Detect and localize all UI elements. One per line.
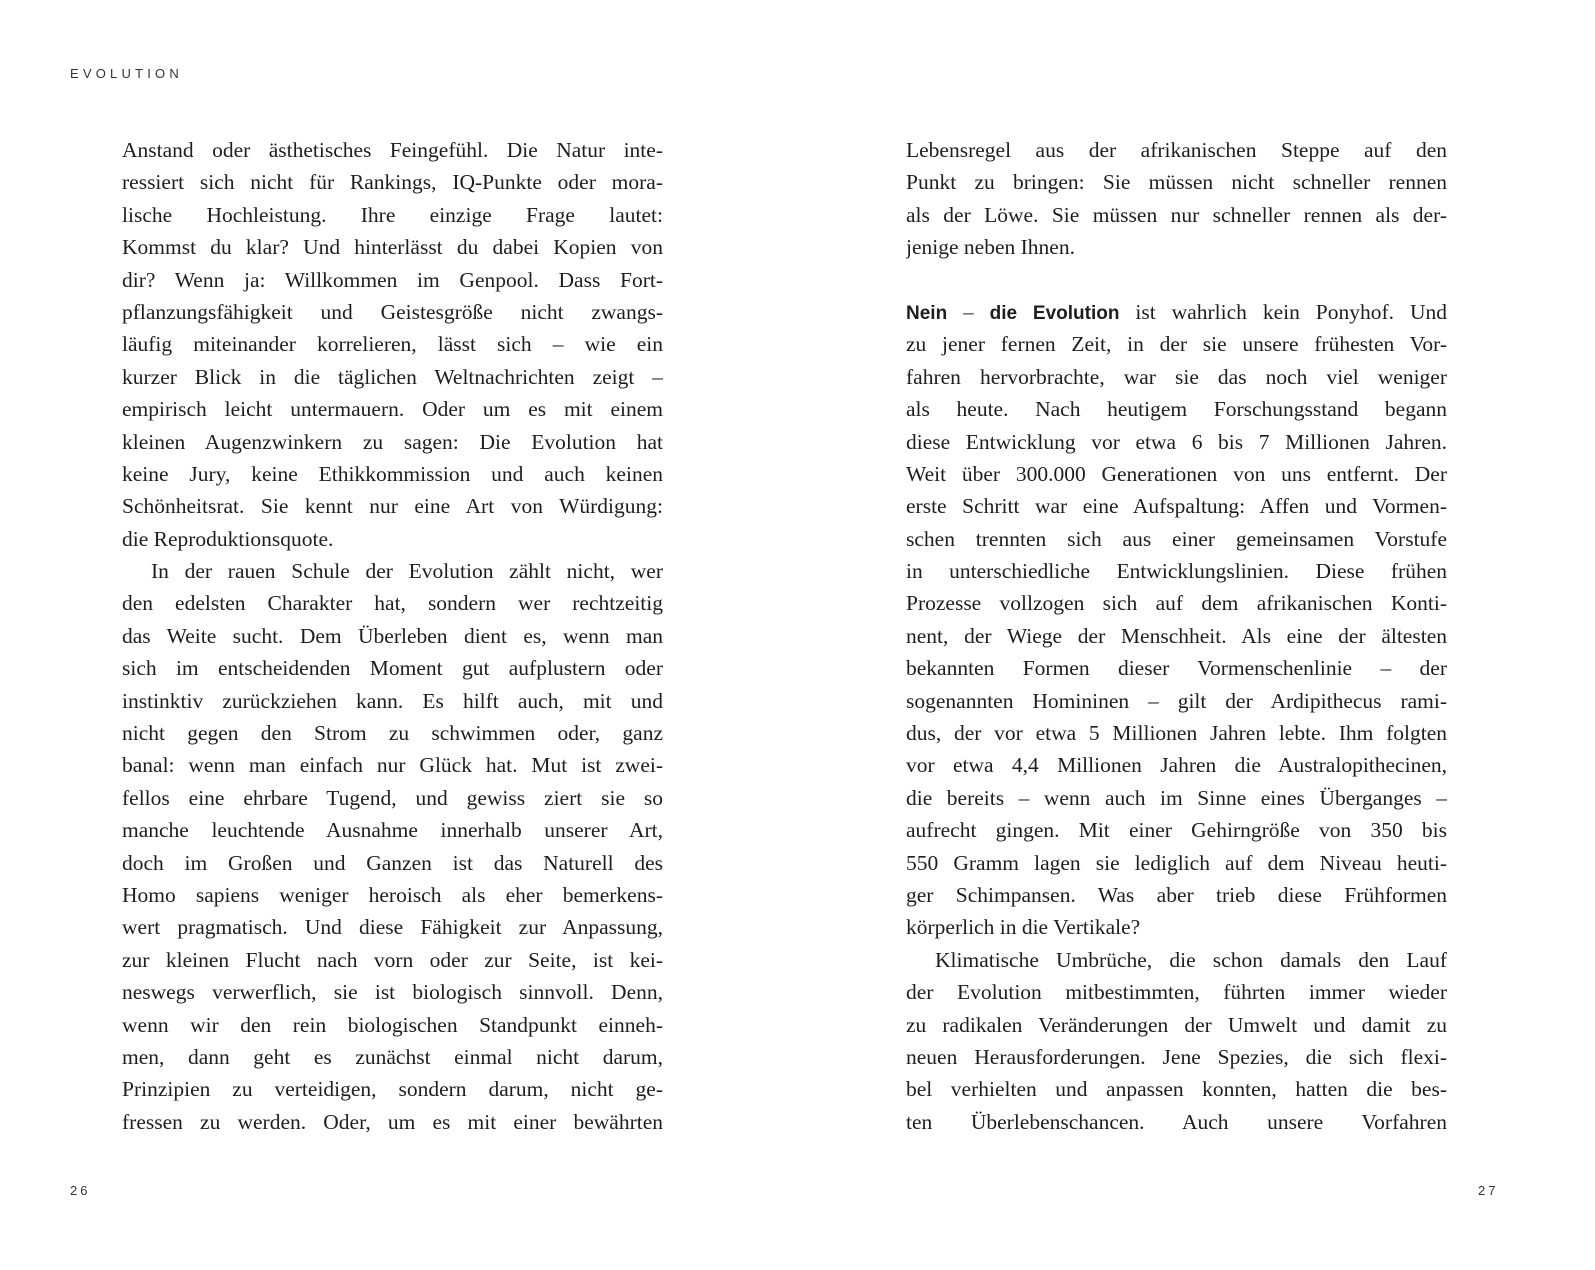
text-line: Prozesse vollzogen sich auf dem afrikanischen Konti- — [906, 591, 1447, 616]
text-line: In der rauen Schule der Evolution zählt nicht, wer — [151, 559, 663, 584]
text-line: als der Löwe. Sie müssen nur schneller rennen als der- — [906, 202, 1447, 227]
text-line: als heute. Nach heutigem Forschungsstand begann — [906, 397, 1447, 422]
text-line: doch im Großen und Ganzen ist das Naturell des — [122, 850, 663, 875]
text-line: kleinen Augenzwinkern zu sagen: Die Evolution hat — [122, 429, 663, 454]
text-line: bel verhielten und anpassen konnten, hatten die bes- — [906, 1077, 1447, 1102]
text-line: zur kleinen Flucht nach vorn oder zur Seite, ist kei- — [122, 947, 663, 972]
text-line: nicht gegen den Strom zu schwimmen oder, ganz — [122, 721, 663, 746]
text-line: neuen Herausforderungen. Jene Spezies, die sich flexi- — [906, 1044, 1447, 1069]
text-line: banal: wenn man einfach nur Glück hat. Mut ist zwei- — [122, 753, 663, 778]
section-lead-bold: Nein — [906, 302, 948, 324]
text-line: bekannten Formen dieser Vormenschenlinie – der — [906, 656, 1447, 681]
text-line: keine Jury, keine Ethikkommission und auch keinen — [122, 461, 663, 486]
text-line: fahren hervorbrachte, war sie das noch viel weniger — [906, 364, 1447, 389]
text-line: kurzer Blick in die täglichen Weltnachrichten zeigt – — [122, 364, 663, 389]
text-line: ger Schimpansen. Was aber trieb diese Frühformen — [906, 882, 1447, 907]
text-line: die bereits – wenn auch im Sinne eines Überganges – — [906, 785, 1447, 810]
text-line: diese Entwicklung vor etwa 6 bis 7 Millionen Jahren. — [906, 429, 1447, 454]
text-line: ten Überlebenschancen. Auch unsere Vorfahren — [906, 1109, 1447, 1134]
text-line: instinktiv zurückziehen kann. Es hilft auch, mit und — [122, 688, 663, 713]
text-line: Prinzipien zu verteidigen, sondern darum, nicht ge- — [122, 1077, 663, 1102]
text-line: Schönheitsrat. Sie kennt nur eine Art von Würdigung: — [122, 494, 663, 519]
section-lead-text: ist wahrlich kein Ponyhof. Und — [1119, 299, 1447, 324]
text-line: in unterschiedliche Entwicklungslinien. Diese frühen — [906, 559, 1447, 584]
text-line: schen trennten sich aus einer gemeinsamen Vorstufe — [906, 526, 1447, 551]
page-number-right: 27 — [1478, 1183, 1499, 1198]
page-number-left: 26 — [70, 1183, 91, 1198]
left-page-text — [122, 134, 663, 1138]
text-line: vor etwa 4,4 Millionen Jahren die Australopithecinen, — [906, 753, 1447, 778]
section-lead-dash: – — [963, 302, 974, 324]
running-head: EVOLUTION — [70, 66, 183, 81]
text-line: sich im entscheidenden Moment gut aufplustern oder — [122, 656, 663, 681]
text-line: jenige neben Ihnen. — [906, 235, 1075, 260]
text-line: Klimatische Umbrüche, die schon damals den Lauf — [935, 947, 1447, 972]
section-break — [906, 264, 1447, 296]
text-line: manche leuchtende Ausnahme innerhalb unserer Art, — [122, 818, 663, 843]
text-line: fressen zu werden. Oder, um es mit einer bewährten — [122, 1109, 663, 1134]
text-line: nent, der Wiege der Menschheit. Als eine der ältesten — [906, 623, 1447, 648]
text-line: neswegs verwerflich, sie ist biologisch sinnvoll. Denn, — [122, 980, 663, 1005]
text-line: sogenannten Homininen – gilt der Ardipithecus rami- — [906, 688, 1447, 713]
text-line: läufig miteinander korrelieren, lässt sich – wie ein — [122, 332, 663, 357]
text-line: Punkt zu bringen: Sie müssen nicht schneller rennen — [906, 170, 1447, 195]
text-line: zu radikalen Veränderungen der Umwelt und damit zu — [906, 1012, 1447, 1037]
section-lead-line — [906, 296, 1447, 328]
text-line: Lebensregel aus der afrikanischen Steppe auf den — [906, 138, 1447, 162]
text-line: erste Schritt war eine Aufspaltung: Affen und Vormen- — [906, 494, 1447, 519]
text-line: der Evolution mitbestimmten, führten immer wieder — [906, 980, 1447, 1005]
text-line: dir? Wenn ja: Willkommen im Genpool. Dass Fort- — [122, 267, 663, 292]
text-line: dus, der vor etwa 5 Millionen Jahren lebte. Ihm folgten — [906, 721, 1447, 746]
text-line: 550 Gramm lagen sie lediglich auf dem Niveau heuti- — [906, 850, 1447, 875]
section-lead-bold: die Evolution — [989, 302, 1120, 324]
text-line: lische Hochleistung. Ihre einzige Frage lautet: — [122, 202, 663, 227]
text-line: den edelsten Charakter hat, sondern wer rechtzeitig — [122, 591, 663, 616]
text-line: men, dann geht es zunächst einmal nicht darum, — [122, 1044, 663, 1069]
text-line: Anstand oder ästhetisches Feingefühl. Die Natur inte- — [122, 138, 663, 162]
text-line: ressiert sich nicht für Rankings, IQ-Punkte oder mora- — [122, 170, 663, 195]
text-line: Weit über 300.000 Generationen von uns entfernt. Der — [906, 461, 1447, 486]
text-line: zu jener fernen Zeit, in der sie unsere frühesten Vor- — [906, 332, 1447, 357]
right-page-text — [906, 134, 1447, 1138]
text-line: pflanzungsfähigkeit und Geistesgröße nicht zwangs- — [122, 299, 663, 324]
text-line: das Weite sucht. Dem Überleben dient es, wenn man — [122, 623, 663, 648]
text-line: fellos eine ehrbare Tugend, und gewiss ziert sie so — [122, 785, 663, 810]
text-line: wenn wir den rein biologischen Standpunkt einneh- — [122, 1012, 663, 1037]
text-line: körperlich in die Vertikale? — [906, 915, 1141, 940]
text-line: aufrecht gingen. Mit einer Gehirngröße von 350 bis — [906, 818, 1447, 843]
text-line: Kommst du klar? Und hinterlässt du dabei Kopien von — [122, 235, 663, 260]
text-line: empirisch leicht untermauern. Oder um es mit einem — [122, 397, 663, 422]
text-line: die Reproduktionsquote. — [122, 526, 334, 551]
text-line: Homo sapiens weniger heroisch als eher bemerkens- — [122, 882, 663, 907]
text-line: wert pragmatisch. Und diese Fähigkeit zur Anpassung, — [122, 915, 663, 940]
